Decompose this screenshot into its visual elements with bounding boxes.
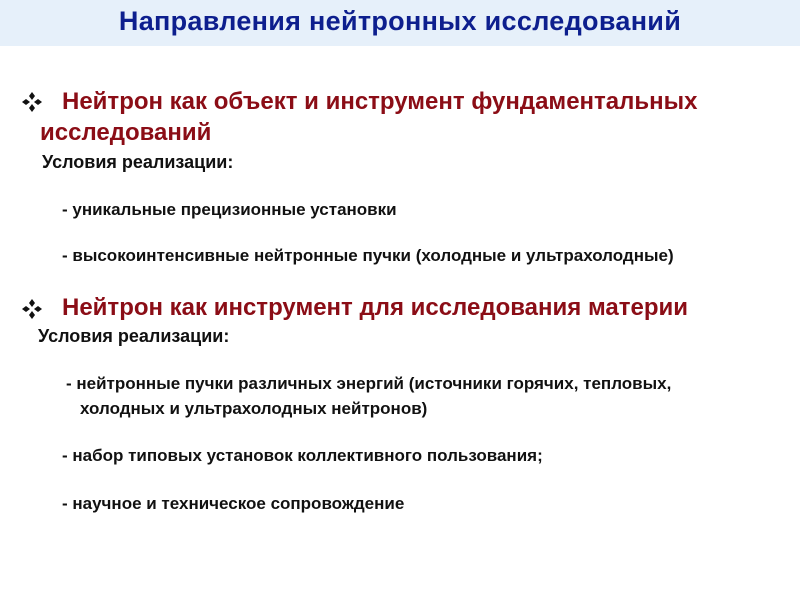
diamond-bullet-icon xyxy=(22,299,42,319)
section-1-item-2: - высокоинтенсивные нейтронные пучки (холодные и ультрахолодные) xyxy=(62,246,674,265)
section-2-heading: Нейтрон как инструмент для исследования материи xyxy=(62,294,688,321)
section-2-item-3: - научное и техническое сопровождение xyxy=(62,494,405,513)
diamond-bullet-icon xyxy=(22,92,42,112)
section-2-item-1-line-1: - нейтронные пучки различных энергий (источники горячих, тепловых, xyxy=(66,374,672,393)
section-1-conditions-label: Условия реализации: xyxy=(42,152,234,172)
page-title: Направления нейтронных исследований xyxy=(118,6,682,36)
section-1-heading-line-2: исследований xyxy=(40,119,212,146)
title-banner xyxy=(0,0,800,46)
section-1-item-1: - уникальные прецизионные установки xyxy=(62,200,397,219)
section-1-heading-line-1: Нейтрон как объект и инструмент фундаментальных xyxy=(62,88,698,115)
section-2-item-1-line-2: холодных и ультрахолодных нейтронов) xyxy=(80,399,428,418)
section-2-item-2: - набор типовых установок коллективного пользования; xyxy=(62,446,543,465)
section-2-conditions-label: Условия реализации: xyxy=(38,326,230,346)
